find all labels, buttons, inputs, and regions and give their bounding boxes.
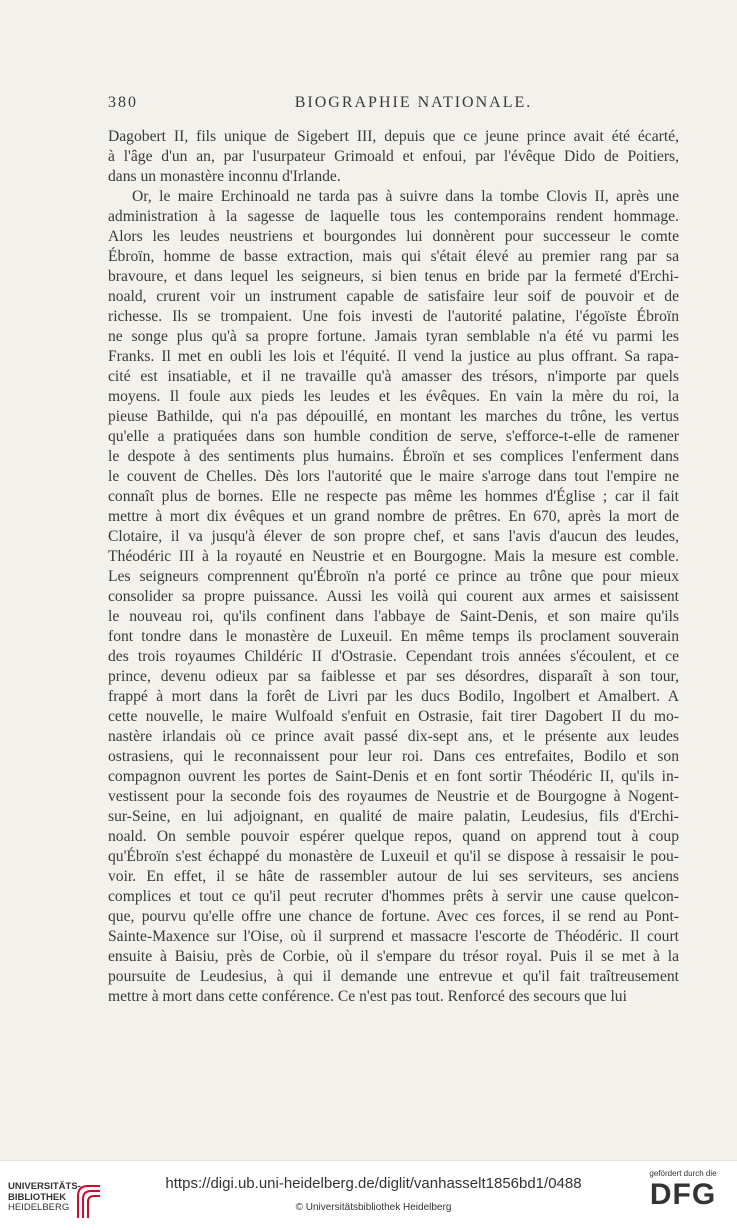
text-line: Dagobert II, fils unique de Sigebert III, depuis que ce jeune prince avait été écarté, — [108, 128, 679, 145]
body-text — [108, 127, 679, 1007]
page-header — [108, 94, 679, 116]
text-line: cette nouvelle, le maire Wulfoald s'enfuit en Ostrasie, fait tirer Dagobert II du mo- — [108, 708, 679, 725]
paragraph — [108, 187, 679, 1007]
text-line: mettre à mort dans cette conférence. Ce n'est pas tout. Renforcé des secours que lui — [108, 988, 627, 1005]
library-name-line-1: UNIVERSITÄTS- — [8, 1181, 81, 1192]
university-library-logo[interactable] — [8, 1182, 108, 1222]
text-line: des trois royaumes Childéric II d'Ostrasie. Cependant trois années s'écoulent, et ce — [108, 648, 679, 665]
text-line: connaît plus de bornes. Elle ne respecte pas même les hommes d'Église ; car il fait — [108, 488, 679, 505]
dfg-wordmark: DFG — [649, 1178, 717, 1211]
text-line: ensuite à Baisiu, près de Corbie, où il s'empare du trésor royal. Puis il se met à la — [108, 948, 679, 965]
funder-caption: gefördert durch die — [649, 1169, 717, 1178]
text-line: le nouveau roi, qu'ils confinent dans l'abbaye de Saint-Denis, et son maire qu'ils — [108, 608, 679, 625]
text-line: Théodéric III à la royauté en Neustrie et en Bourgogne. Mais la mesure est comble. — [108, 548, 679, 565]
text-line: bravoure, et dans lequel les seigneurs, si bien tenus en bride par la fermeté d'Erchi- — [108, 268, 679, 285]
page-number: 380 — [108, 94, 138, 111]
footer-bar — [0, 1160, 737, 1230]
text-line: vestissent pour la seconde fois des royaumes de Neustrie et de Bourgogne à Nogent- — [108, 788, 679, 805]
text-line: consolider sa propre puissance. Aussi les voilà qui courent aux armes et saisissent — [108, 588, 679, 605]
library-name-line-3: HEIDELBERG — [8, 1202, 70, 1213]
text-line: font tondre dans le monastère de Luxeuil. En même temps ils proclament souverain — [108, 628, 679, 645]
text-line: dans un monastère inconnu d'Irlande. — [108, 168, 341, 185]
text-line: mettre à mort dix évêques et un grand nombre de prêtres. En 670, après la mort de — [108, 508, 679, 525]
text-line: Sainte-Maxence sur l'Oise, où il surprend et massacre l'escorte de Théodéric. Il court — [108, 928, 679, 945]
text-line: pieuse Bathilde, qui n'a pas dépouillé, en montant les marches du trône, les vertus — [108, 408, 679, 425]
text-line: que, pourvu qu'elle offre une chance de fortune. Avec ces forces, il se rend au Pont- — [108, 908, 679, 925]
text-line: Alors les leudes neustriens et bourgondes lui donnèrent pour successeur le comte — [108, 228, 679, 245]
text-line: administration à la sagesse de laquelle tous les contemporains rendent hommage. — [108, 208, 679, 225]
text-line: le couvent de Chelles. Dès lors l'autorité que le maire s'arroge dans tout l'empire ne — [108, 468, 679, 485]
text-line: cité est insatiable, et il ne travaille qu'à amasser des trésors, n'importe par quels — [108, 368, 679, 385]
text-line: ne songe plus qu'à sa propre fortune. Jamais tyran semblable n'a été vu parmi les — [108, 328, 679, 345]
text-line: sur-Seine, en lui adjoignant, en qualité de maire palatin, Leudesius, fils d'Erchi- — [108, 808, 679, 825]
text-line: Or, le maire Erchinoald ne tarda pas à suivre dans la tombe Clovis II, après une — [132, 188, 679, 205]
paragraph — [108, 127, 679, 187]
text-line: Franks. Il met en oubli les lois et l'équité. Il vend la justice au plus offrant. Sa rapa- — [108, 348, 679, 365]
text-line: qu'Ébroïn s'est échappé du monastère de Luxeuil et qu'il se dispose à ressaisir le pou- — [108, 848, 679, 865]
text-line: noald, crurent voir un instrument capable de satisfaire leur soif de pouvoir et de — [108, 288, 679, 305]
text-line: qu'elle a pratiquées dans son humble condition de serve, s'efforce-t-elle de ramener — [108, 428, 679, 445]
text-line: richesse. Ils se trompaient. Une fois investi de l'autorité palatine, l'égoïste Ébroïn — [108, 308, 679, 325]
text-line: Clotaire, il va jusqu'à élever de son propre chef, et sans l'avis d'aucun des leudes, — [108, 528, 679, 545]
text-line: voir. En effet, il se hâte de rassembler autour de lui ses serviteurs, ses anciens — [108, 868, 679, 885]
text-line: prince, devenu odieux par sa faiblesse et par ses désordres, disparaît à son tour, — [108, 668, 679, 685]
running-head: BIOGRAPHIE NATIONALE. — [294, 94, 533, 111]
text-line: Ébroïn, homme de basse extraction, mais qui s'était élevé au premier rang par sa — [108, 248, 679, 265]
text-line: ostrasiens, qui le reconnaissent pour leur roi. Dans ces entrefaites, Bodilo et son — [108, 748, 679, 765]
text-line: complices et tout ce qu'il peut recruter d'hommes prêts à servir une cause quelcon- — [108, 888, 679, 905]
text-line: compagnon ouvrent les portes de Saint-Denis et en font sortir Théodéric II, qu'ils in- — [108, 768, 679, 785]
text-line: moyens. Il foule aux pieds les leudes et les évêques. En vain la mère du roi, la — [108, 388, 679, 405]
text-line: noald. On semble pouvoir espérer quelque repos, quand on apprend tout à coup — [108, 828, 679, 845]
dfg-logo[interactable] — [637, 1169, 729, 1223]
permalink-url[interactable]: https://digi.ub.uni-heidelberg.de/diglit/vanhasselt1856bd1/0488 — [165, 1175, 582, 1192]
text-line: le despote à des sentiments plus humains. Ébroïn et ses complices l'enferment dans — [108, 448, 679, 465]
text-line: poursuite de Leudesius, à qui il demande une entrevue et qu'il fait traîtreusement — [108, 968, 679, 985]
library-emblem-icon — [72, 1182, 106, 1220]
library-name-line-2: BIBLIOTHEK — [8, 1191, 67, 1203]
copyright-notice: © Universitätsbibliothek Heidelberg — [295, 1202, 452, 1213]
text-line: Les seigneurs comprennent qu'Ébroïn n'a porté ce prince au trône que pour mieux — [108, 568, 679, 585]
text-line: frappé à mort dans la forêt de Livri par les ducs Bodilo, Ingolbert et Amalbert. A — [108, 688, 679, 705]
text-line: nastère irlandais où ce prince avait passé dix-sept ans, et le présente aux leudes — [108, 728, 679, 745]
text-line: à l'âge d'un an, par l'usurpateur Grimoald et enfoui, par l'évêque Dido de Poitiers, — [108, 148, 679, 165]
